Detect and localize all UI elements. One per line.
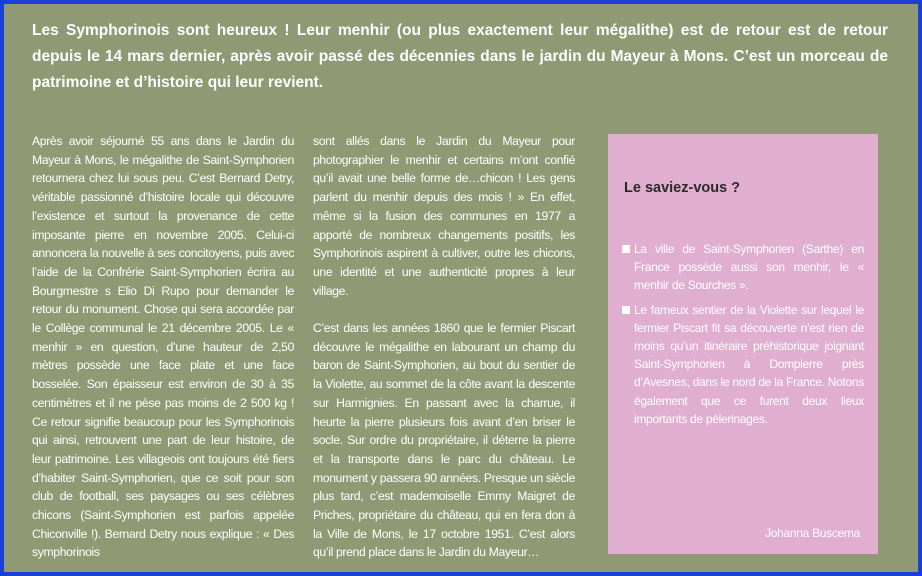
body-paragraph-1: Après avoir séjourné 55 ans dans le Jardin du Mayeur à Mons, le mégalithe de Saint-Symphorien retournera chez lui sous peu. C’est Bernard Detry, véritable passionné d’histoire locale qui découvre l’existence et surtout la provenance de cette imposante pierre en novembre 2005. Celui-ci annoncera la nouvelle à ses concitoyens, puis avec l’aide de la Confrérie Saint-Symphorien écrira au Bourgmestre s Elio Di Rupo pour demander le retour du monument. Chose qui sera accordée par le Collège communal le 21 décembre 2005. Le « menhir » en question, d’une hauteur de 2,50 mètres possède une face plate et une face bosselée. Son épaisseur est environ de 30 à 35 centimètres et il ne pèse pas moins de 2 500 kg ! Ce retour signifie beaucoup pour les Symphorinois qui ainsi, retrouvent une part de leur histoire, de leur patrimoine. Les villageois ont toujours été fiers d’habiter Saint-Symphorien, que ce soit pour son club de football, ses paysages ou ses célèbres chicons (Saint-Symphorien est parfois appelée Chiconville !). Bernard Detry nous explique : « Des symphorinois	[32, 134, 294, 560]
body-column-2	[313, 132, 575, 562]
sidebar-item-text: Le fameux sentier de la Violette sur lequel le fermier Piscart fit sa découverte n’est rien de moins qu’un itinéraire préhistorique joignant Saint-Symphorien à Dompierre près d’Avesnes, dans le nord de la France. Notons également que ce furent deux lieux importants de pèlerinages.	[634, 302, 864, 426]
square-bullet-icon	[622, 306, 630, 314]
body-text-part-2: sont allés dans le Jardin du Mayeur pour photographier le menhir et certains m’ont confié qu’il avait une belle forme de…chicon ! Les gens parlent du menhir depuis des mois ! » En effet, même si la fusion des communes en 1977 a apporté de nombreux changements positifs, les Symphorinois aspirent à cultiver, outre les chicons, une identité et une authenticité propres à leur village.	[313, 134, 575, 298]
author-name: Johanna Buscema	[765, 526, 860, 540]
article-page	[4, 4, 918, 572]
body-paragraph-2: C’est dans les années 1860 que le fermier Piscart découvre le mégalithe en labourant un champ du baron de Saint-Symphorien, au bout du sentier de la Violette, au sommet de la côte avant la descente sur Harmignies. En passant avec la charrue, il heurte la pierre plusieurs fois avant d’en briser le socle. Sur ordre du propriétaire, il déterre la pierre et la transporte dans le parc du château. Le monument y passera 90 années. Presque un siècle plus tard, c’est mademoiselle Emmy Maigret de Priches, propriétaire du château, qui en fera don à la Ville de Mons, le 17 octobre 1951. C’est alors qu’il prend place dans le Jardin du Mayeur…	[313, 321, 575, 560]
body-column-1	[32, 132, 294, 562]
sidebar-item-text: La ville de Saint-Symphorien (Sarthe) en France possède aussi son menhir, le « menhir de Sourches ».	[634, 242, 864, 293]
did-you-know-box	[608, 134, 878, 554]
sidebar-title: Le saviez-vous ?	[624, 180, 741, 196]
article-lead: Les Symphorinois sont heureux ! Leur menhir (ou plus exactement leur mégalithe) est de retour est de retour depuis le 14 mars dernier, après avoir passé des décennies dans le jardin du Mayeur à Mons. C’est un morceau de patrimoine et d’histoire qui leur revient.	[32, 22, 888, 91]
body-text-part-1	[32, 132, 294, 562]
list-item	[622, 301, 864, 428]
sidebar-list	[622, 240, 864, 428]
list-item	[622, 240, 864, 295]
square-bullet-icon	[622, 245, 630, 253]
